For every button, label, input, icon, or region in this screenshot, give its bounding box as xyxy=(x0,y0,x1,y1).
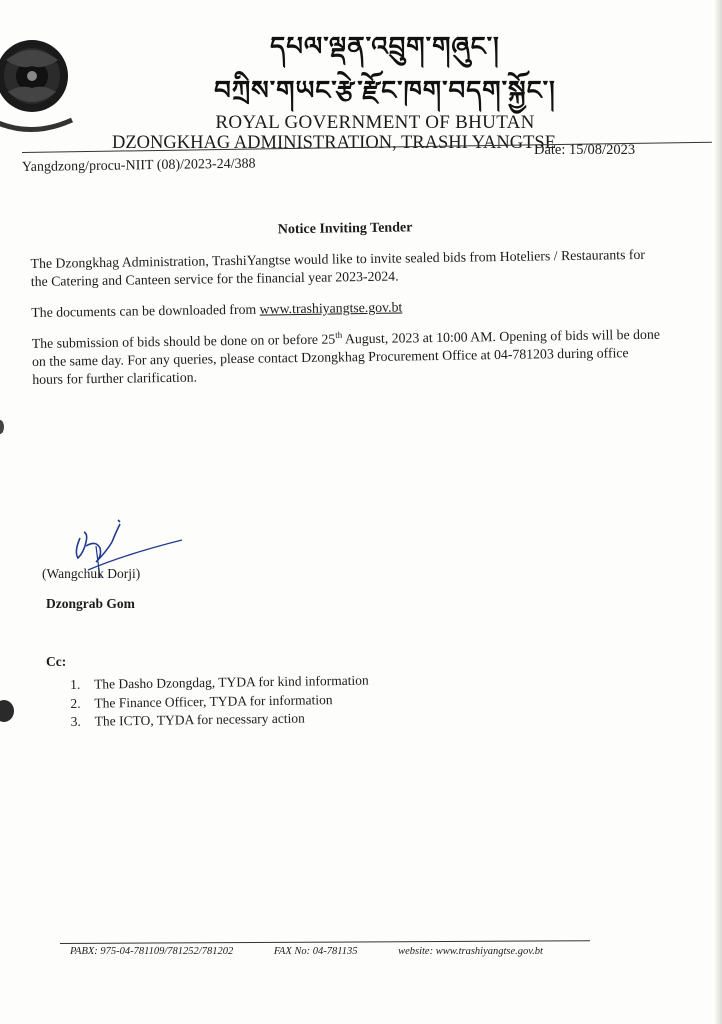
cc-item-number: 2. xyxy=(70,695,81,711)
punch-hole-mark xyxy=(0,700,14,722)
signatory-name: (Wangchuk Dorji) xyxy=(42,566,141,581)
cc-label: Cc: xyxy=(46,654,67,669)
website-link[interactable]: www.trashiyangtse.gov.bt xyxy=(259,299,403,317)
footer-contact xyxy=(70,946,610,957)
footer-divider xyxy=(60,940,590,944)
notice-paragraph-2 xyxy=(31,295,661,322)
administration-heading: DZONGKHAG ADMINISTRATION, TRASHI YANGTSE xyxy=(112,133,556,153)
tibetan-heading-line1: དཔལ་ལྡན་འབྲུག་གཞུང་། xyxy=(270,32,500,62)
reference-number: Yangdzong/procu-NIIT (08)/2023-24/388 xyxy=(21,156,256,175)
cc-item-text: The ICTO, TYDA for necessary action xyxy=(94,710,305,729)
page-edge-shadow xyxy=(714,0,722,1024)
signatory-title: Dzongrab Gom xyxy=(46,596,135,611)
submission-text-a: The submission of bids should be done on or before 25 xyxy=(31,331,336,351)
footer-fax: FAX No: 04-781135 xyxy=(273,946,358,957)
letter-date: Date: 15/08/2023 xyxy=(534,142,636,158)
ordinal-suffix: th xyxy=(335,329,343,340)
cc-item-number: 3. xyxy=(70,713,81,729)
tibetan-heading-line2: བཀྲིས་གཡང་རྩེ་རྫོང་ཁག་བདག་སྐྱོང་། xyxy=(214,76,556,106)
notice-title: Notice Inviting Tender xyxy=(277,220,413,238)
cc-list xyxy=(70,670,491,732)
bhutan-emblem-icon xyxy=(0,30,80,134)
footer-website: website: www.trashiyangtse.gov.bt xyxy=(398,946,543,957)
punch-hole-mark xyxy=(0,420,4,434)
cc-item-number: 1. xyxy=(70,676,81,692)
download-text: The documents can be downloaded from xyxy=(31,301,260,320)
submission-text-b: August, 2023 at 10:00 AM. Opening of bids will be done on the same day. For any queries, please contact Dzongkhag Procurement Office at 04-781203 during office hours for further clarification. xyxy=(31,326,661,387)
notice-paragraph-1: The Dzongkhag Administration, TrashiYangtse would like to invite sealed bids from Hoteliers / Restaurants for the Catering and Canteen service for the financial year 2023-2024. xyxy=(30,246,646,289)
footer-pabx: PABX: 975-04-781109/781252/781202 xyxy=(70,946,234,957)
notice-paragraph-3 xyxy=(32,326,663,389)
notice-body xyxy=(30,216,663,402)
government-heading: ROYAL GOVERNMENT OF BHUTAN xyxy=(215,112,535,133)
cc-item-text: The Finance Officer, TYDA for information xyxy=(94,691,333,711)
cc-item-text: The Dasho Dzongdag, TYDA for kind information xyxy=(94,672,369,692)
